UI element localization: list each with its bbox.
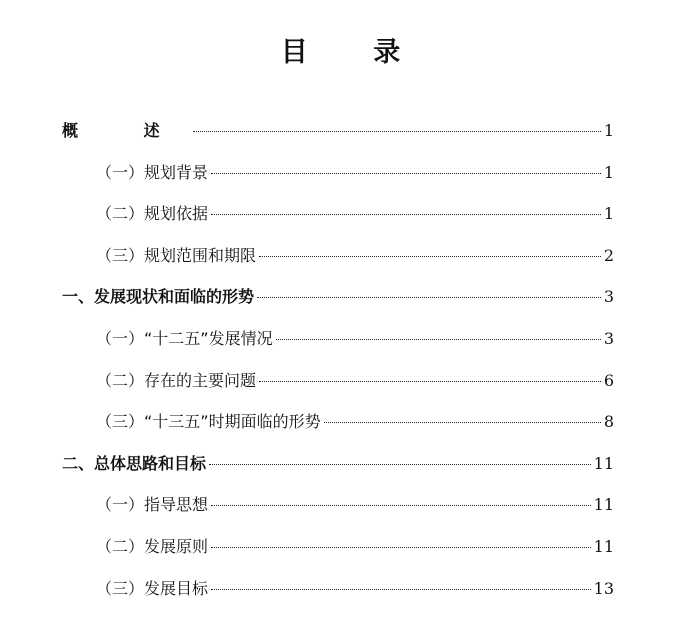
- toc-entry-page: 1: [603, 121, 614, 140]
- toc-entry[interactable]: [62, 368, 614, 410]
- toc-entry[interactable]: [62, 576, 614, 618]
- dot-leader: [257, 297, 601, 298]
- toc-entry-label: 一、发展现状和面临的形势: [62, 287, 255, 307]
- toc-entry[interactable]: [62, 243, 614, 285]
- dot-leader: [211, 547, 591, 548]
- toc-entry[interactable]: [62, 451, 614, 493]
- toc-entry-label: （三）发展目标: [96, 578, 209, 598]
- toc-entry[interactable]: [62, 326, 614, 368]
- toc-entry-page: 11: [593, 536, 614, 556]
- toc-entry-label: 概 述: [62, 121, 190, 140]
- dot-leader: [211, 173, 601, 174]
- dot-leader: [324, 422, 601, 423]
- toc-entry-page: 3: [603, 328, 614, 348]
- toc-entry-label: （二）存在的主要问题: [96, 370, 257, 390]
- dot-leader: [211, 505, 591, 506]
- toc-entry-label: （二）发展原则: [96, 536, 209, 556]
- dot-leader: [211, 214, 601, 215]
- toc-entry-label: （一）指导思想: [96, 495, 209, 515]
- dot-leader: [276, 339, 601, 340]
- toc-entry-label: （三）规划范围和期限: [96, 245, 257, 265]
- toc-entry[interactable]: [62, 284, 614, 326]
- dot-leader: [209, 464, 591, 465]
- toc-entry[interactable]: [62, 409, 614, 451]
- toc-entry-page: 3: [603, 287, 614, 307]
- toc-entry-page: 11: [593, 453, 614, 473]
- toc-entry-page: 1: [603, 204, 614, 224]
- dot-leader: [193, 131, 601, 132]
- toc-entry-page: 11: [593, 495, 614, 515]
- toc-entry-page: 6: [603, 370, 614, 390]
- dot-leader: [259, 381, 601, 382]
- toc-title: 目 录: [280, 37, 429, 68]
- dot-leader: [259, 256, 601, 257]
- toc-entry[interactable]: [62, 492, 614, 534]
- toc-entry-label: （一）规划背景: [96, 162, 209, 182]
- toc-entry[interactable]: [62, 160, 614, 202]
- dot-leader: [211, 589, 591, 590]
- toc-entry-page: 1: [603, 162, 614, 182]
- toc-entry-label: （三）“十三五”时期面临的形势: [96, 412, 321, 432]
- toc-entry[interactable]: [62, 534, 614, 576]
- toc-entry-page: 2: [603, 245, 614, 265]
- table-of-contents: [62, 118, 614, 617]
- toc-entry-label: （二）规划依据: [96, 204, 209, 224]
- toc-entry-page: 8: [603, 412, 614, 432]
- toc-entry-label: （一）“十二五”发展情况: [96, 328, 273, 348]
- toc-entry-page: 13: [593, 578, 614, 598]
- toc-entry[interactable]: [62, 201, 614, 243]
- toc-entry-label: 二、总体思路和目标: [62, 453, 207, 473]
- toc-entry[interactable]: [62, 118, 614, 160]
